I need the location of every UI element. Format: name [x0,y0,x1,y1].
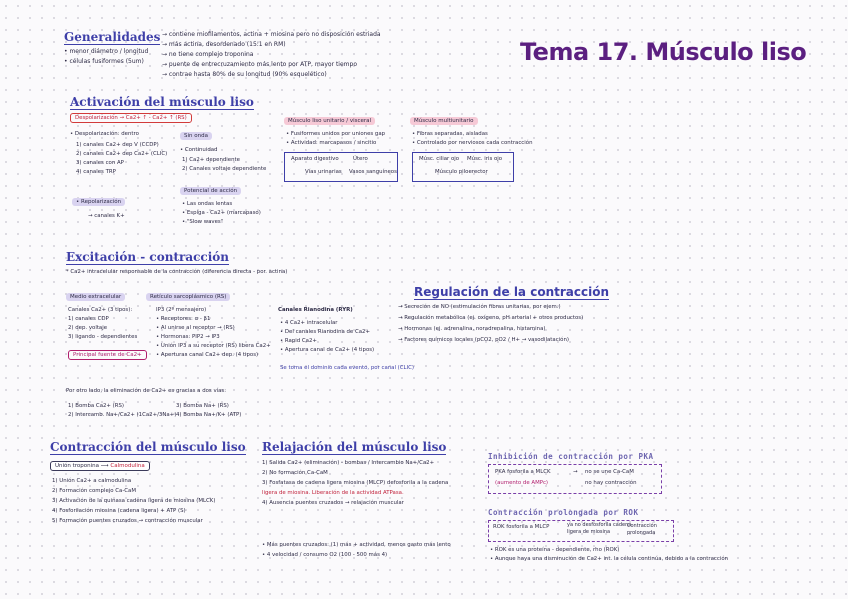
despolarizacion-label: • Despolarización: dentro [70,131,139,137]
list-item: 2) Formación complejo Ca-CaM [52,488,137,494]
list-item: → contiene miofilamentos, actina + miosina pero no disposición estriada [162,31,381,38]
despolarizacion-list [76,141,167,177]
repolarizacion-item: → canales K+ [88,213,125,219]
unitario-list [286,130,385,148]
contraccion-heading [50,440,246,454]
eliminacion-list-right [176,402,241,420]
list-item: → Regulación metabólica (ej. oxígeno, pH arterial + otros productos) [398,315,584,321]
example-item: Útero [353,156,368,162]
despolarizacion-box: Despolarización → Ca2+ ↑ - Ca2+ ↑ (RS) [70,113,192,123]
list-item: • menor diámetro / longitud [64,48,149,55]
example-item: Músculo piloerector [435,169,488,175]
list-item: 1) canales Ca2+ dep V (CCDP) [76,142,159,148]
list-item: • Aunque haya una disminución de Ca2+ int. la célula continúa, debido a la contracción [490,556,729,562]
eliminacion-list-left [68,402,176,420]
list-item: → Factores químicos locales (pCO2, pO2 / H+ → vasodilatación) [398,337,569,343]
regulacion-list [398,302,583,346]
multiunitario-examples-box [412,152,514,182]
box-label-red: Calmodulina [110,463,145,469]
list-item: • células fusiformes (5um) [64,58,144,65]
prolongada-heading: Contracción prolongada por ROK [488,508,639,517]
multiunitario-tag: Músculo multiunitario [410,117,478,125]
list-item: • Del canales Rianodina de Ca2+ [280,329,370,335]
list-item: • Al unirse al receptor → (RS) [156,325,235,331]
arrow-right-icon: ⟶ [100,463,109,469]
excitacion-intro: * Ca2+ intracelular responsable de la contracción (diferencia directa - por. actina) [66,269,288,275]
relajacion-heading-text: Relajación del músculo liso [262,440,447,454]
example-item: Vías urinarias [305,169,342,175]
inhibicion-box [488,464,662,494]
list-item: 3) Bomba Na+ (RS) [176,403,229,409]
list-item: 2) Intercamb. Na+/Ca2+ (1Ca2+/3Na+) [68,412,177,418]
list-item: 5) Formación puentes cruzados → contracción muscular [52,518,203,524]
list-item: 2) Canales voltaje dependiente [182,166,267,172]
list-item: • Espiga - Ca2+ (marcapaso) [182,210,261,216]
list-item: 1) canales CDP [68,316,109,322]
list-item: → Secreción de NO (estimulación fibras unitarias, por ejem.) [398,304,561,310]
prolongada-list [490,546,728,564]
unitario-examples-box [284,152,398,182]
box-label: Unión troponina [55,463,100,469]
list-item: 3) Activación de la quinasa cadena ligera de miosina (MLCK) [52,498,216,504]
regulacion-heading [414,285,609,299]
box-line: (aumento de AMPc) [495,480,549,486]
contraccion-list [52,476,215,526]
excitacion-heading [66,250,229,264]
regulacion-heading-text: Regulación de la contracción [414,285,609,299]
box-line: Contracción prolongada [627,523,657,536]
arrow-right-icon: → [573,469,578,475]
list-item: 1) Unión Ca2+ a calmodulina [52,478,132,484]
medio-extracelular-tag: Medio extracelular [66,293,125,301]
list-item: • Receptores: α - β1 [156,316,211,322]
result-line: no hay contracción [585,480,637,486]
list-item: 4) canales TRP [76,169,116,175]
box-line: ya no desfosforila cadena [567,522,632,528]
result-line: no se une Ca-CaM [585,469,634,475]
list-item: → Hormonas (ej. adrenalina, noradrenalina, histamina) [398,326,546,332]
list-item: 2) canales Ca2+ dep Ca2+ (CLIC) [76,151,168,157]
inhibicion-heading: Inhibición de contracción por PKA [488,452,654,461]
rianodina-label: Canales Rianodina (RYR) [278,307,353,313]
list-item: → no tiene complejo troponina [162,51,254,58]
list-item: Canales Ca2+ (3 tipos): [68,307,133,313]
generalidades-heading [64,30,160,44]
multiunitario-list [412,130,533,148]
list-item: • Hormonas: PIP2 → IP3 [156,334,220,340]
potencial-accion-list [182,200,261,227]
list-item: ligera de miosina. Liberación de la actividad ATPasa. [262,490,404,496]
list-item: • Fusiformes unidos por uniones gap [286,131,386,137]
sin-onda-tag: Sin onda [180,132,212,140]
relajacion-list [262,458,448,508]
reticulo-list [156,306,271,360]
list-item: 3) ligando - dependientes [68,334,138,340]
union-troponina-box [50,461,150,471]
prolongada-box [488,520,674,542]
activacion-heading-text: Activación del músculo liso [70,95,254,109]
list-item: • Más puentes cruzados: (1) más + actividad, menos gasto más lento [262,542,451,548]
page-title: Tema 17. Músculo liso [520,38,807,66]
generalidades-heading-text: Generalidades [64,30,161,44]
list-item: • Rapid Ca2+ [280,338,317,344]
list-item: • Fibras separadas, aisladas [412,131,488,137]
example-item: Aparato digestivo [291,156,339,162]
list-item: • 4 Ca2+ intracelular [280,320,338,326]
list-item: 4) Bomba Na+/K+ (ATP) [176,412,242,418]
list-item: 3) canales con AP [76,160,124,166]
list-item: • "Slow waves" [182,219,224,225]
relajacion-heading [262,440,446,454]
list-item: • Apertura canal de Ca2+ (4 tipos) [280,347,375,353]
list-item: → puente de entrecruzamiento más lento por ATP, mayor tiempo [162,61,357,68]
excitacion-heading-text: Excitación - contracción [66,250,229,264]
generalidades-left-list [64,47,148,67]
rianodina-note: Se toma el dominio cada evento, por canal (CLIC) [280,365,415,371]
list-item: • Aperturas canal Ca2+ dep. (4 tipos) [156,352,259,358]
principal-fuente-box: Principal fuente de Ca2+ [68,350,147,360]
relajacion-bottom-list [262,540,451,560]
list-item: • Controlado por nerviosos cada contracción [412,140,533,146]
generalidades-right-list [162,30,381,80]
list-item: • Unión IP3 a su receptor (RS) libera Ca2+ [156,343,271,349]
example-item: Músc. iris ojo [467,156,503,162]
list-item: 4) Ausencia puentes cruzados → relajación muscular [262,500,404,506]
list-item: • Actividad: marcapasos / sincitio [286,140,377,146]
contraccion-heading-text: Contracción del músculo liso [50,440,246,454]
reticulo-tag: Retículo sarcoplásmico (RS) [146,293,230,301]
list-item: 1) Salida Ca2+ (eliminación) - bombas / Intercambio Na+/Ca2+ [262,460,435,466]
sin-onda-sub: • Continuidad [180,147,218,153]
rianodina-list [280,319,374,355]
box-line: PKA fosforila a MLCK [495,469,551,475]
example-item: Vasos sanguíneos [349,169,397,175]
unitario-tag: Músculo liso unitario / visceral [284,117,375,125]
repolarizacion-tag: • Repolarización [72,198,125,206]
list-item: • 4 velocidad / consumo O2 (100 - 500 más 4) [262,552,388,558]
list-item: IP3 (2º mensajero) [156,307,207,313]
list-item: 1) Ca2+ dependiente [182,157,240,163]
medio-extracelular-list [68,306,137,342]
list-item: 2) No formación Ca-CaM [262,470,328,476]
activacion-heading [70,95,254,109]
box-line: ROK fosforila a MLCP [493,524,550,530]
list-item: 3) Fosfatasa de cadena ligera miosina (MLCP) defosforila a la cadena [262,480,449,486]
list-item: 2) dep. voltaje [68,325,108,331]
list-item: → contrae hasta 80% de su longitud (90% esquelético) [162,71,327,78]
list-item: → más actina, desordenado (15:1 en RM) [162,41,286,48]
box-line: ligera de miosina [567,529,611,535]
list-item: • Las ondas lentas [182,201,233,207]
list-item: 4) Fosforilación miosina (cadena ligera) + ATP (S) [52,508,186,514]
potencial-accion-tag: Potencial de acción [180,187,241,195]
list-item: • ROK es una proteína - dependiente, rho (ROK) [490,547,620,553]
list-item: 1) Bomba Ca2+ (RS) [68,403,125,409]
eliminacion-note: Por otro lado, la eliminación de Ca2+ es gracias a dos vías: [66,388,227,394]
example-item: Músc. ciliar ojo [419,156,460,162]
box-line-group [567,522,631,536]
sin-onda-list [182,156,266,174]
